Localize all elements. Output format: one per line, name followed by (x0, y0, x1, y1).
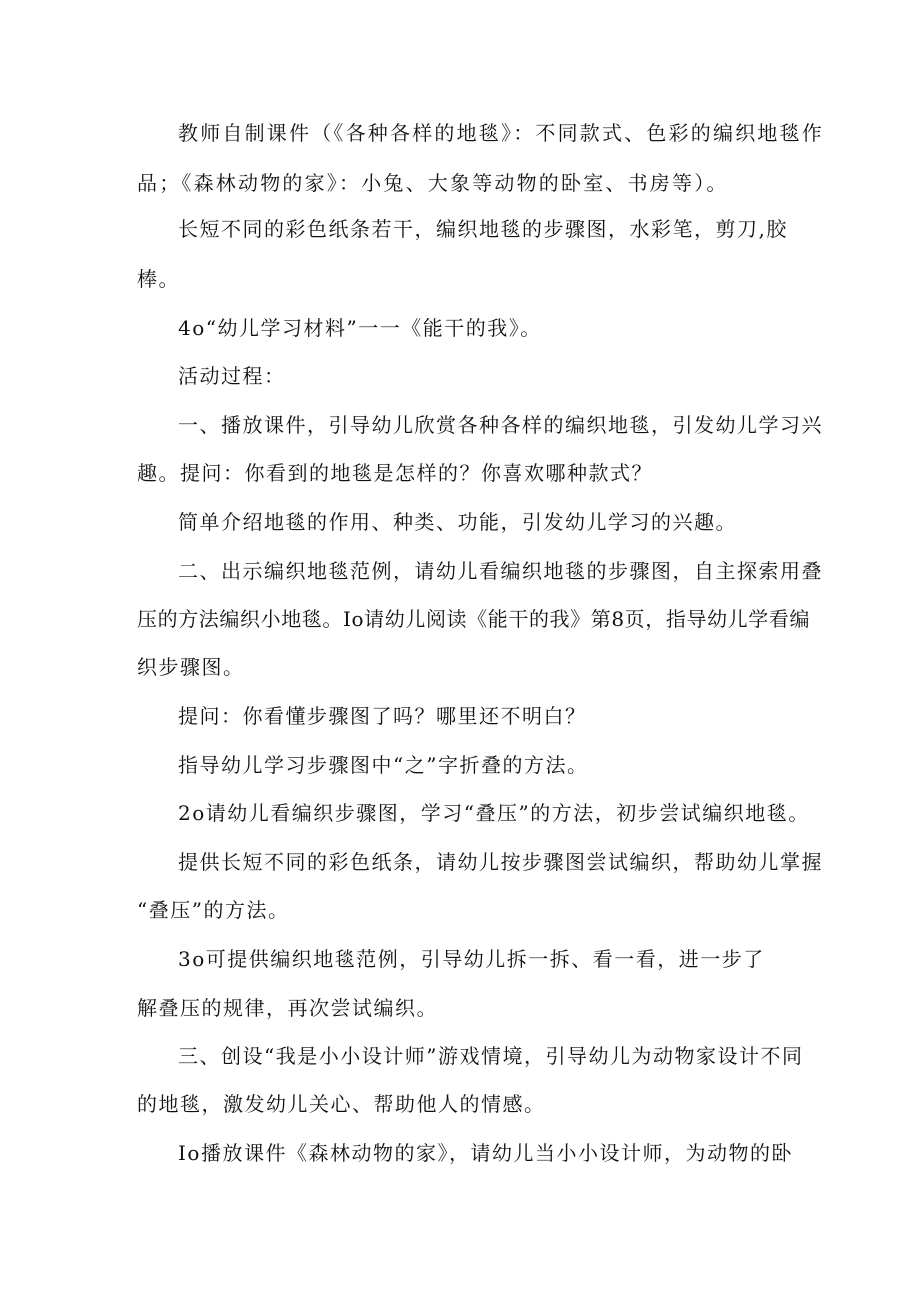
text-line: 指导幼儿学习步骤图中“之”字折叠的方法。 (178, 753, 589, 777)
text-line: 活动过程： (178, 364, 286, 388)
text-line: 提供长短不同的彩色纸条，请幼儿按步骤图尝试编织，帮助幼儿掌握 (178, 850, 823, 874)
text-line: Io播放课件《森林动物的家》，请幼儿当小小设计师，为动物的卧 (178, 1141, 793, 1165)
text-line: 解叠压的规律，再次尝试编织。 (137, 996, 438, 1020)
text-line: 教师自制课件（《各种各样的地毯》：不同款式、色彩的编织地毯作 (178, 121, 824, 145)
text-line: “叠压”的方法。 (137, 898, 290, 922)
text-line: 趣。提问：你看到的地毯是怎样的？你喜欢哪种款式？ (137, 461, 653, 485)
text-line: 4o“幼儿学习材料”一一《能干的我》。 (178, 316, 542, 340)
text-line: 织步骤图。 (137, 655, 245, 679)
text-line: 简单介绍地毯的作用、种类、功能，引发幼儿学习的兴趣。 (178, 510, 737, 534)
text-line: 3o可提供编织地毯范例，引导幼儿拆一拆、看一看，进一步了 (178, 947, 765, 971)
text-line: 压的方法编织小地毯。Io请幼儿阅读《能干的我》第8页，指导幼儿学看编 (137, 607, 811, 631)
text-line: 品；《森林动物的家》：小兔、大象等动物的卧室、书房等）。 (137, 171, 729, 195)
text-line: 提问：你看懂步骤图了吗？哪里还不明白？ (178, 704, 587, 728)
text-line: 长短不同的彩色纸条若干，编织地毯的步骤图，水彩笔，剪刀,胶 (178, 217, 788, 241)
text-line: 一、播放课件，引导幼儿欣赏各种各样的编织地毯，引发幼儿学习兴 (178, 413, 823, 437)
text-line: 棒。 (137, 267, 180, 291)
text-line: 的地毯，激发幼儿关心、帮助他人的情感。 (137, 1092, 546, 1116)
text-line: 2o请幼儿看编织步骤图，学习“叠压”的方法，初步尝试编织地毯。 (178, 801, 810, 825)
text-line: 三、创设“我是小小设计师”游戏情境，引导幼儿为动物家设计不同 (178, 1044, 804, 1068)
text-line: 二、出示编织地毯范例，请幼儿看编织地毯的步骤图，自主探索用叠 (178, 559, 823, 583)
